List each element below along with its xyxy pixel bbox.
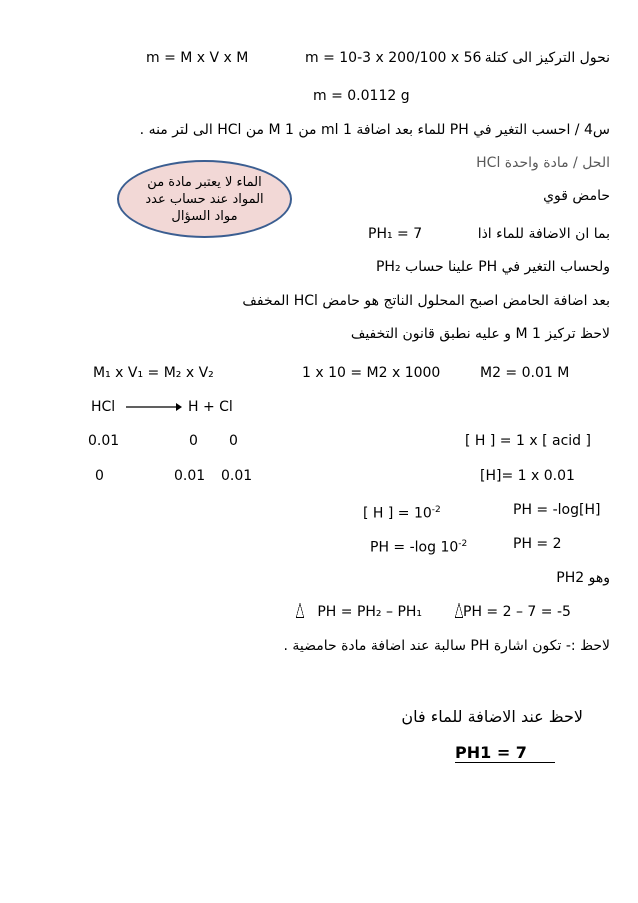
mass-formula: m = M x V x M (146, 50, 249, 66)
reaction-arrow-icon (126, 401, 182, 413)
h-concentration-formula: [ H ] = 1 x [ acid ] (465, 433, 591, 449)
question-4: س4 / احسب التغير في PH للماء بعد اضافة 1 ml من 1 M من HCl الى لتر منه . (139, 122, 610, 138)
note-bubble (117, 160, 292, 238)
reaction-reactant: HCl (91, 399, 116, 415)
initial-hcl: 0.01 (88, 433, 120, 449)
dilution-calc: 1 x 10 = M2 x 1000 (302, 365, 441, 381)
ph1-value: PH₁ = 7 (368, 226, 423, 242)
convert-heading: نحول التركيز الى كتلة (484, 50, 610, 66)
h-power-exp: -2 (431, 505, 441, 515)
ph-log-calc (370, 535, 467, 557)
ph2-intro: ولحساب التغير في PH علينا حساب PH₂ (375, 259, 610, 275)
bubble-line-3: مواد السؤال (171, 209, 238, 224)
delta-ph-value-row (455, 603, 571, 621)
ph-log-calc-exp: -2 (458, 539, 468, 549)
dilution-result: M2 = 0.01 M (480, 365, 570, 381)
mass-result: m = 0.0112 g (313, 88, 410, 104)
reaction-products: H + Cl (188, 399, 233, 415)
dilution-formula: M₁ x V₁ = M₂ x V₂ (93, 365, 214, 381)
h-power (363, 501, 441, 523)
addition-note: لاحظ عند الاضافة للماء فان (401, 707, 583, 726)
final-ph1-text: PH1 = 7 (455, 743, 555, 763)
final-cl: 0.01 (221, 468, 253, 484)
initial-cl: 0 (229, 433, 238, 449)
ph-log-formula: PH = -log[H] (513, 502, 601, 518)
ph2-label: وهو PH2 (556, 570, 610, 586)
delta-icon (455, 603, 463, 618)
delta-ph-value: PH = 2 – 7 = -5 (463, 604, 571, 620)
final-hcl: 0 (95, 468, 104, 484)
bubble-line-2: المواد عند حساب عدد (145, 192, 264, 207)
initial-h: 0 (189, 433, 198, 449)
diluted-acid-note: بعد اضافة الحامض اصبح المحلول الناتج هو حامض HCl المخفف (242, 293, 610, 309)
delta-ph-formula-row (296, 603, 422, 621)
delta-ph-formula: PH = PH₂ – PH₁ (317, 604, 423, 620)
mass-calc: m = 10-3 x 200/100 x 56 (305, 50, 482, 66)
sign-note: لاحظ :- تكون اشارة PH سالبة عند اضافة مادة حامضية . (283, 638, 610, 654)
delta-icon (296, 603, 304, 618)
final-ph1 (455, 743, 555, 763)
ph-result: PH = 2 (513, 536, 562, 552)
final-h: 0.01 (174, 468, 206, 484)
bubble-line-1: الماء لا يعتبر مادة من (147, 175, 262, 190)
dilution-law-note: لاحظ تركيز 1 M و عليه نطبق قانون التخفيف (350, 326, 610, 342)
solution-heading: الحل / مادة واحدة HCl (476, 155, 610, 171)
strong-acid: حامض قوي (543, 188, 610, 204)
ph-log-calc-base: PH = -log 10 (370, 539, 459, 556)
ph1-reason: بما ان الاضافة للماء اذا (477, 226, 610, 242)
h-power-base: [ H ] = 10 (363, 505, 432, 522)
h-concentration-value: [H]= 1 x 0.01 (480, 468, 575, 484)
